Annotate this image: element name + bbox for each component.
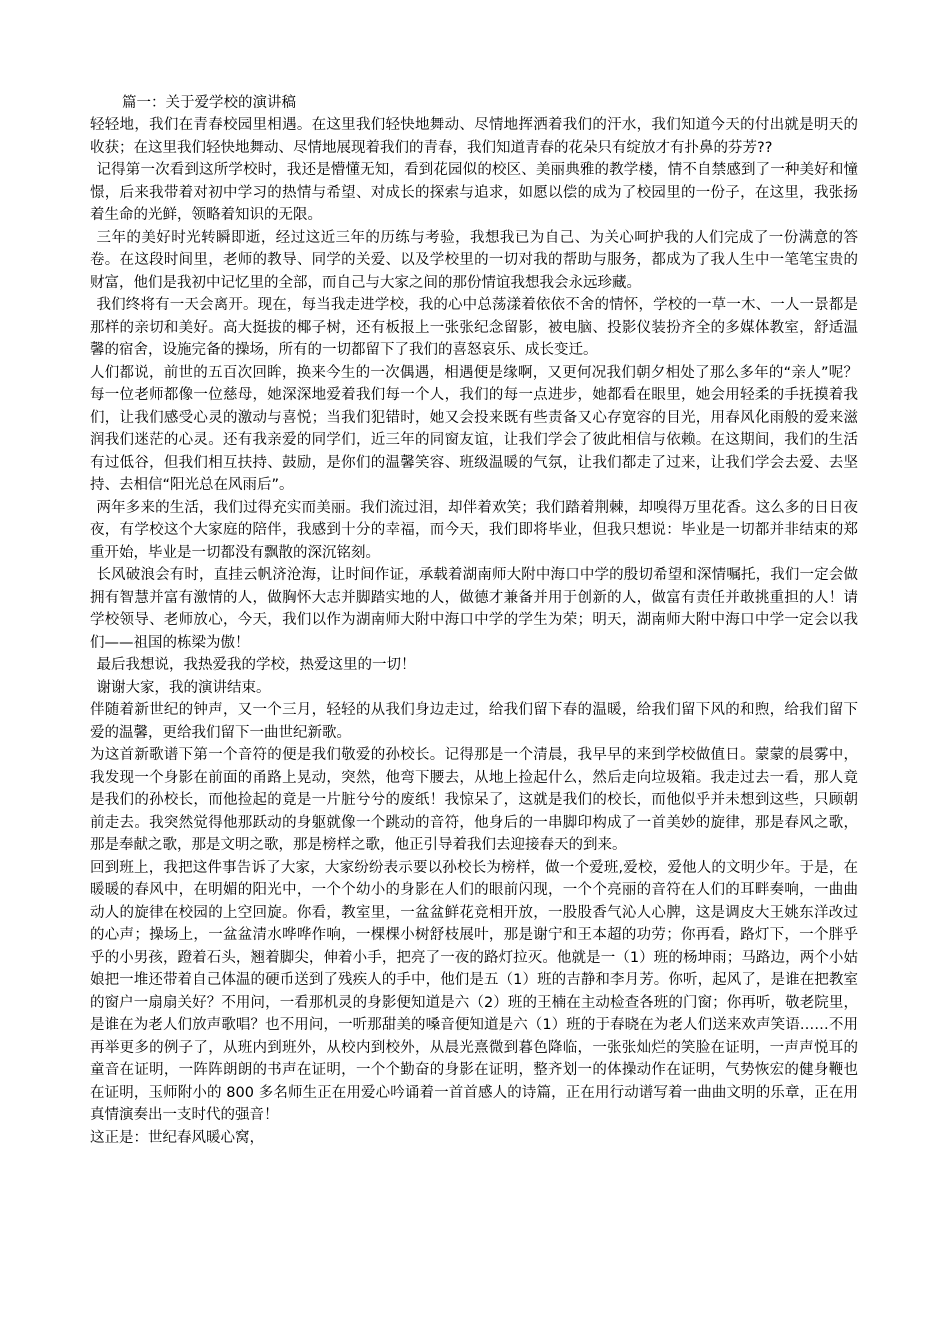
paragraph-5: 人们都说，前世的五百次回眸，换来今生的一次偶遇，相遇便是缘啊，又更何况我们朝夕相处了那么多年的“亲人”呢？每一位老师都像一位慈母，她深深地爱着我们每一个人，我们的每一点进步，她都看在眼里，她会用轻柔的手抚摸着我们，让我们感受心灵的激动与喜悦；当我们犯错时，她又会投来既有些责备又心存宽容的目光，用春风化雨般的爱来滋润我们迷茫的心灵。还有我亲爱的同学们，近三年的同窗友谊，让我们学会了彼此相信与依赖。在这期间，我们的生活有过低谷，但我们相互扶持、鼓励，是你们的温馨笑容、班级温暖的气氛，让我们都走了过来，让我们学会去爱、去坚持、去相信“阳光总在风雨后”。: [90, 364, 858, 493]
paragraph-4: 我们终将有一天会离开。现在，每当我走进学校，我的心中总荡漾着依依不舍的情怀，学校的一草一木、一人一景都是那样的亲切和美好。高大挺拔的椰子树，还有板报上一张张纪念留影，被电脑、投影仪装扮齐全的多媒体教室，舒适温馨的宿舍，设施完备的操场，所有的一切都留下了我们的喜怒哀乐、成长变迁。: [90, 297, 858, 358]
paragraph-3: 三年的美好时光转瞬即逝，经过这近三年的历练与考验，我想我已为自己、为关心呵护我的人们完成了一份满意的答卷。在这段时间里，老师的教导、同学的关爱、以及学校里的一切对我的帮助与服务，都成为了我人生中一笔笔宝贵的财富，他们是我初中记忆里的全部，而自己与大家之间的那份情谊我想我会永远珍藏。: [90, 229, 858, 291]
paragraph-1: 轻轻地，我们在青春校园里相遇。在这里我们轻快地舞动、尽情地挥洒着我们的汗水，我们知道今天的付出就是明天的收获；在这里我们轻快地舞动、尽情地展现着我们的青春，我们知道青春的花朵只有绽放才有扑鼻的芬芳??: [90, 117, 858, 156]
document-body: [90, 114, 858, 1149]
paragraph-11: 为这首新歌谱下第一个音符的便是我们敬爱的孙校长。记得那是一个清晨，我早早的来到学校做值日。蒙蒙的晨雾中，我发现一个身影在前面的甬路上晃动，突然，他弯下腰去，从地上捡起什么，然后走向垃圾箱。我走过去一看，那人竟是我们的孙校长，而他捡起的竟是一片脏兮兮的废纸！我惊呆了，这就是我们的校长，而他似乎并未想到这些，只顾朝前走去。我突然觉得他那跃动的身躯就像一个跳动的音符，他身后的一串脚印构成了一首美妙的旋律，那是春风之歌，那是奉献之歌，那是文明之歌，那是榜样之歌，他正引导着我们去迎接春天的到来。: [90, 747, 858, 853]
paragraph-12: 回到班上，我把这件事告诉了大家，大家纷纷表示要以孙校长为榜样，做一个爱班,爱校，爱他人的文明少年。于是，在暖暖的春风中，在明媚的阳光中，一个个幼小的身影在人们的眼前闪现，一个个亮丽的音符在人们的耳畔奏响，一曲曲动人的旋律在校园的上空回旋。你看，教室里，一盆盆鲜花竞相开放，一股股香气沁人心脾，这是调皮大王姚东洋改过的心声；操场上，一盆盆清水哗哗作响，一棵棵小树舒枝展叶，那是谢宁和王本超的功劳；你再看，路灯下，一个胖乎乎的小男孩，蹬着石头，翘着脚尖，伸着小手，把亮了一夜的路灯拉灭。他就是一（1）班的杨坤雨；马路边，两个小姑娘把一堆还带着自己体温的硬币送到了残疾人的手中，他们是五（1）班的吉静和李月芳。你听，起风了，是谁在把教室的窗户一扇扇关好？不用问，一看那机灵的身影便知道是六（2）班的王楠在主动检查各班的门窗；你再听，敬老院里，是谁在为老人们放声歌唱？也不用问，一听那甜美的嗓音便知道是六（1）班的于春晓在为老人们送来欢声笑语……不用再举更多的例子了，从班内到班外，从校内到校外，从晨光熹微到暮色降临，一张张灿烂的笑脸在证明，一声声悦耳的童音在证明，一阵阵朗朗的书声在证明，一个个勤奋的身影在证明，整齐划一的体操动作在证明，气势恢宏的健身鞭也在证明，玉师附小的 800 多名师生正在用爱心吟诵着一首首感人的诗篇，正在用行动谱写着一曲曲文明的乐章，正在用真情演奏出一支时代的强音！: [90, 859, 858, 1123]
paragraph-2: 记得第一次看到这所学校时，我还是懵懂无知，看到花园似的校区、美丽典雅的教学楼，情不自禁感到了一种美好和憧憬，后来我带着对初中学习的热情与希望、对成长的探索与追求，如愿以偿的成为了校园里的一份子，在这里，我张扬着生命的光鲜，领略着知识的无限。: [90, 162, 858, 223]
paragraph-10: 伴随着新世纪的钟声，又一个三月，轻轻的从我们身边走过，给我们留下春的温暖，给我们留下风的和煦，给我们留下爱的温馨，更给我们留下一曲世纪新歌。: [90, 702, 858, 741]
document-page: [90, 92, 858, 1149]
paragraph-9: 谢谢大家，我的演讲结束。: [96, 679, 271, 696]
paragraph-8: 最后我想说，我热爱我的学校，热爱这里的一切！: [96, 657, 416, 673]
document-title: 篇一：关于爱学校的演讲稿: [122, 95, 296, 111]
paragraph-7: 长风破浪会有时，直挂云帆济沧海，让时间作证，承载着湖南师大附中海口中学的殷切希望和深情嘱托，我们一定会做拥有智慧并富有激情的人，做胸怀大志并脚踏实地的人，做德才兼备并用于创新的人，做富有责任并敢挑重担的人！请学校领导、老师放心，今天，我们以作为湖南师大附中海口中学的学生为荣；明天，湖南师大附中海口中学一定会以我们——祖国的栋梁为傲！: [90, 567, 858, 651]
paragraph-13: 这正是：世纪春风暖心窝，: [90, 1129, 264, 1146]
paragraph-6: 两年多来的生活，我们过得充实而美丽。我们流过泪，却伴着欢笑；我们踏着荆棘，却嗅得万里花香。这么多的日日夜夜，有学校这个大家庭的陪伴，我感到十分的幸福，而今天，我们即将毕业，但我只想说：毕业是一切都并非结束的郑重开始，毕业是一切都没有飘散的深沉铭刻。: [90, 499, 858, 561]
